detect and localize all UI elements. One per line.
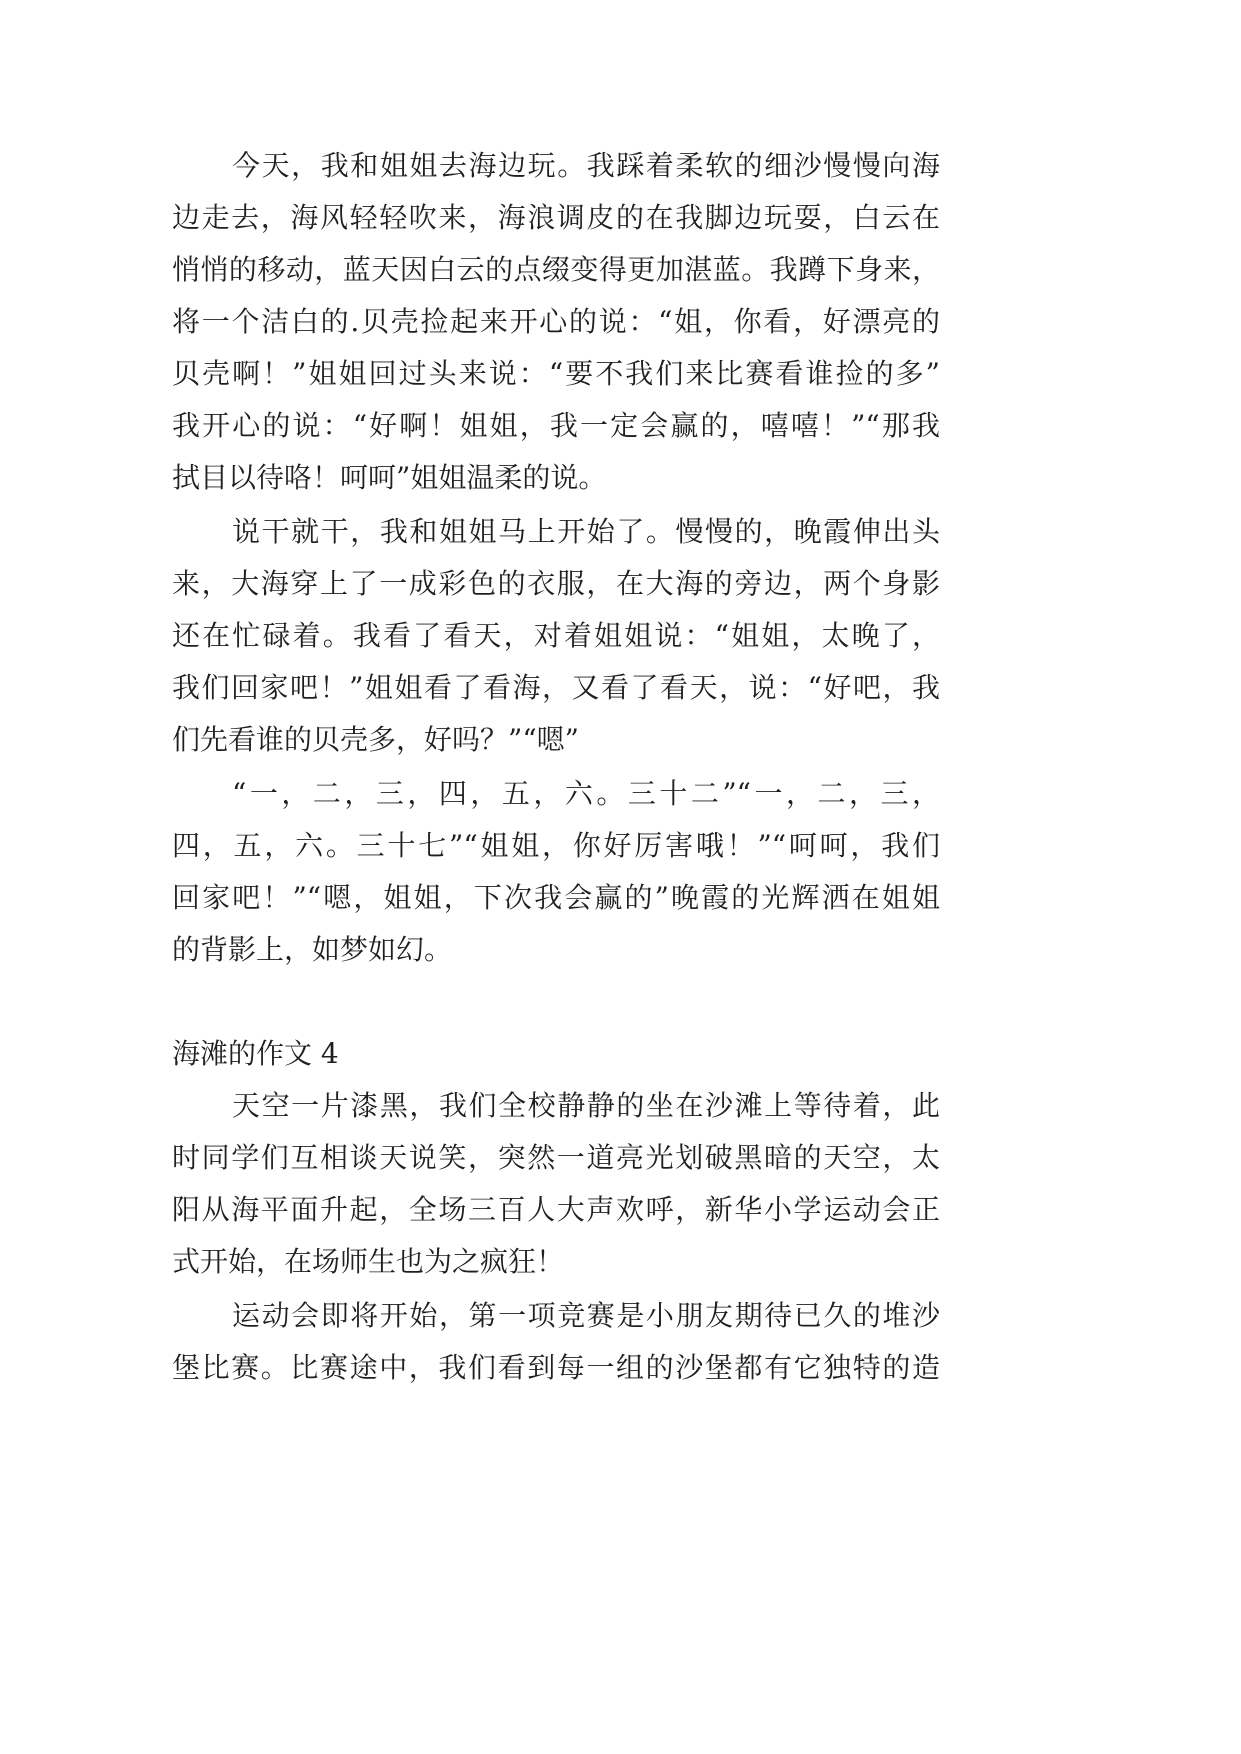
text-line: 阳从海平面升起，全场三百人大声欢呼，新华小学运动会正 bbox=[172, 1193, 940, 1226]
text-line: 四，五，六。三十七”“姐姐，你好厉害哦！”“呵呵，我们 bbox=[172, 829, 940, 862]
text-line: 天空一片漆黑，我们全校静静的坐在沙滩上等待着，此 bbox=[232, 1089, 940, 1122]
text-line: 悄悄的移动，蓝天因白云的点缀变得更加湛蓝。我蹲下身来， bbox=[172, 253, 940, 286]
section-title: 海滩的作文 4 bbox=[172, 1037, 339, 1070]
text-line: 说干就干，我和姐姐马上开始了。慢慢的，晚霞伸出头 bbox=[232, 515, 940, 548]
text-line: 将一个洁白的.贝壳捡起来开心的说：“姐，你看，好漂亮的 bbox=[172, 305, 940, 338]
paragraph bbox=[172, 768, 940, 976]
text-line: 来，大海穿上了一成彩色的衣服，在大海的旁边，两个身影 bbox=[172, 567, 940, 600]
paragraph bbox=[172, 1080, 940, 1288]
text-line: 贝壳啊！”姐姐回过头来说：“要不我们来比赛看谁捡的多” bbox=[172, 357, 940, 390]
text-line: 边走去，海风轻轻吹来，海浪调皮的在我脚边玩耍，白云在 bbox=[172, 201, 940, 234]
text-line: 堡比赛。比赛途中，我们看到每一组的沙堡都有它独特的造 bbox=[172, 1351, 940, 1384]
document-body bbox=[172, 140, 940, 1396]
text-line: 式开始，在场师生也为之疯狂！ bbox=[172, 1245, 565, 1278]
text-line: 我们回家吧！”姐姐看了看海，又看了看天，说：“好吧，我 bbox=[172, 671, 940, 704]
text-line: 回家吧！”“嗯，姐姐，下次我会赢的”晚霞的光辉洒在姐姐 bbox=[172, 881, 940, 914]
text-line: 的背影上，如梦如幻。 bbox=[172, 933, 453, 966]
paragraph bbox=[172, 506, 940, 766]
text-line: 还在忙碌着。我看了看天，对着姐姐说：“姐姐，太晚了， bbox=[172, 619, 940, 652]
paragraph bbox=[172, 1290, 940, 1394]
text-line: 今天，我和姐姐去海边玩。我踩着柔软的细沙慢慢向海 bbox=[232, 149, 940, 182]
text-line: 时同学们互相谈天说笑，突然一道亮光划破黑暗的天空，太 bbox=[172, 1141, 940, 1174]
text-line: 拭目以待咯！呵呵”姐姐温柔的说。 bbox=[172, 461, 607, 494]
text-line: 我开心的说：“好啊！姐姐，我一定会赢的，嘻嘻！”“那我 bbox=[172, 409, 940, 442]
text-line: “一，二，三，四，五，六。三十二”“一，二，三， bbox=[232, 777, 940, 810]
text-line: 们先看谁的贝壳多，好吗？”“嗯” bbox=[172, 723, 579, 756]
text-line: 运动会即将开始，第一项竞赛是小朋友期待已久的堆沙 bbox=[232, 1299, 940, 1332]
paragraph bbox=[172, 140, 940, 504]
